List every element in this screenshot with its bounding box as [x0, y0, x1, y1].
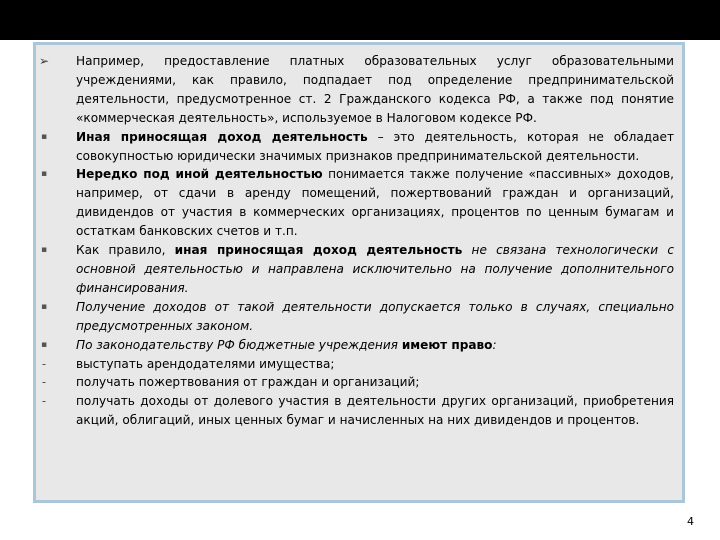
bullet-text: получать пожертвования от граждан и организаций;	[76, 375, 420, 390]
bullet-item	[38, 336, 674, 355]
bullet-text: :	[492, 337, 497, 352]
bullet-text: имеют право	[401, 337, 493, 352]
bullet-list	[38, 52, 674, 430]
square-bullet-icon: ▪	[40, 131, 48, 142]
bullet-text: Как правило,	[76, 243, 175, 258]
bullet-text: – это деятельность, которая не обладает совокупностью юридически значимых признаков предпринимательской деятельности.	[76, 129, 674, 163]
bullet-item	[38, 298, 674, 336]
bullet-item	[38, 165, 674, 241]
bullet-text: не связана технологически с основной деятельностью и направлена исключительно на получение дополнительного финансирования.	[76, 243, 674, 295]
dash-bullet-icon: -	[41, 394, 47, 409]
arrow-bullet-icon: ➢	[38, 54, 50, 68]
bullet-item	[38, 52, 674, 128]
bullet-item	[38, 355, 674, 374]
bullet-item	[38, 392, 674, 430]
bullet-text: Например, предоставление платных образовательных услуг образовательными учреждениями, как правило, подпадает под определение предпринимательской деятельности, предусмотренное ст. 2 Гражданского кодекса РФ, а также под понятие «коммерческая деятельность», используемое в Налоговом кодексе РФ.	[76, 54, 674, 125]
square-bullet-icon: ▪	[40, 301, 48, 312]
bullet-text: иная приносящая доход деятельность	[174, 243, 463, 258]
bullet-item	[38, 373, 674, 392]
page-number: 4	[687, 515, 694, 528]
bullet-text: понимается также получение «пассивных» доходов, например, от сдачи в аренду помещений, пожертвований граждан и организаций, дивидендов от участия в коммерческих организациях, процентов по ценным бумагам и остаткам банковских счетов и т.п.	[76, 167, 675, 239]
dash-bullet-icon: -	[41, 356, 47, 371]
bullet-item	[38, 241, 674, 298]
bullet-text: выступать арендодателями имущества;	[76, 356, 335, 371]
square-bullet-icon: ▪	[40, 169, 48, 180]
dash-bullet-icon: -	[41, 375, 47, 390]
bullet-text: Нередко под иной деятельностью	[76, 167, 323, 182]
bullet-item	[38, 128, 674, 166]
bullet-text: получать доходы от долевого участия в деятельности других организаций, приобретения акций, облигаций, иных ценных бумаг и начисленных на них дивидендов и процентов.	[76, 394, 674, 428]
bullet-text: Получение доходов от такой деятельности допускается только в случаях, специально предусмотренных законом.	[76, 299, 674, 333]
square-bullet-icon: ▪	[40, 339, 48, 350]
bullet-text: По законодательству РФ бюджетные учреждения	[76, 337, 402, 352]
bullet-text: Иная приносящая доход деятельность	[76, 129, 368, 144]
square-bullet-icon: ▪	[40, 245, 48, 256]
